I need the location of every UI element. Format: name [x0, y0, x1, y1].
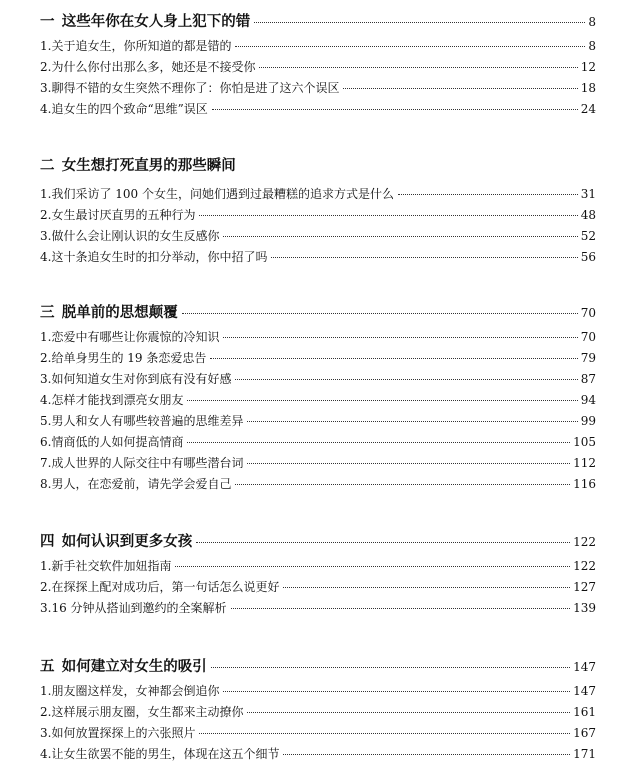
section-page: 70	[580, 306, 596, 320]
section-page: 8	[588, 15, 596, 29]
entry-page: 48	[580, 208, 596, 222]
section-title: 一 这些年你在女人身上犯下的错	[40, 14, 251, 30]
toc-section	[40, 655, 596, 766]
entry-title: 2.女生最讨厌直男的五种行为	[40, 208, 196, 222]
section-heading	[40, 154, 596, 176]
entry-title: 3.聊得不错的女生突然不理你了：你怕是进了这六个误区	[40, 81, 340, 95]
toc-entry	[40, 682, 596, 703]
section-heading	[40, 301, 596, 323]
entry-title: 6.情商低的人如何提高情商	[40, 435, 184, 449]
toc-section	[40, 154, 596, 269]
toc-entry	[40, 433, 596, 454]
entry-page: 79	[580, 351, 596, 365]
toc-entry	[40, 349, 596, 370]
entry-title: 2.这样展示朋友圈，女生都来主动撩你	[40, 705, 244, 719]
entry-page: 56	[580, 250, 596, 264]
entry-page: 161	[573, 705, 596, 719]
entry-title: 3.16 分钟从搭讪到邀约的全案解析	[40, 601, 227, 615]
toc-entry	[40, 227, 596, 248]
dot-leader	[235, 46, 585, 47]
dot-leader	[254, 22, 585, 23]
entry-page: 18	[580, 81, 596, 95]
dot-leader	[231, 608, 571, 609]
dot-leader	[247, 421, 577, 422]
entry-page: 24	[580, 102, 596, 116]
entry-page: 70	[580, 330, 596, 344]
entry-title: 2.在探探上配对成功后，第一句话怎么说更好	[40, 580, 280, 594]
entry-page: 171	[573, 747, 596, 761]
toc-section	[40, 301, 596, 496]
entry-page: 94	[580, 393, 596, 407]
section-title: 三 脱单前的思想颠覆	[40, 305, 178, 321]
toc-entry	[40, 37, 596, 58]
dot-leader	[247, 463, 570, 464]
entry-title: 2.给单身男生的 19 条恋爱忠告	[40, 351, 207, 365]
dot-leader	[235, 484, 570, 485]
dot-leader	[211, 667, 570, 668]
section-title: 五 如何建立对女生的吸引	[40, 659, 207, 675]
entry-page: 8	[588, 39, 596, 53]
entry-page: 122	[573, 559, 596, 573]
toc-entry	[40, 100, 596, 121]
toc-entry	[40, 206, 596, 227]
section-title: 四 如何认识到更多女孩	[40, 534, 193, 550]
toc-entry	[40, 578, 596, 599]
entry-title: 4.追女生的四个致命“思维”误区	[40, 102, 208, 116]
entry-title: 4.让女生欲罢不能的男生，体现在这五个细节	[40, 747, 280, 761]
section-heading	[40, 655, 596, 677]
entry-title: 1.我们采访了 100 个女生，问她们遇到过最糟糕的追求方式是什么	[40, 187, 394, 201]
dot-leader	[283, 754, 570, 755]
entry-title: 8.男人，在恋爱前，请先学会爱自己	[40, 477, 232, 491]
entry-page: 127	[573, 580, 596, 594]
dot-leader	[187, 442, 570, 443]
entry-title: 1.朋友圈这样发，女神都会倒追你	[40, 684, 220, 698]
entry-title: 4.这十条追女生时的扣分举动，你中招了吗	[40, 250, 268, 264]
toc-entry	[40, 79, 596, 100]
entry-title: 4.怎样才能找到漂亮女朋友	[40, 393, 184, 407]
dot-leader	[199, 733, 570, 734]
dot-leader	[212, 109, 578, 110]
toc-entry	[40, 412, 596, 433]
entry-title: 3.如何放置探探上的六张照片	[40, 726, 196, 740]
entry-page: 105	[573, 435, 596, 449]
toc-entry	[40, 454, 596, 475]
entry-page: 112	[573, 456, 596, 470]
dot-leader	[187, 400, 577, 401]
entry-title: 2.为什么你付出那么多，她还是不接受你	[40, 60, 256, 74]
toc-entry	[40, 599, 596, 620]
toc-entry	[40, 328, 596, 349]
toc-entry	[40, 557, 596, 578]
entry-page: 12	[580, 60, 596, 74]
toc-entry	[40, 745, 596, 766]
entry-page: 99	[580, 414, 596, 428]
toc-entry	[40, 248, 596, 269]
dot-leader	[196, 542, 570, 543]
toc-entry	[40, 58, 596, 79]
toc-entry	[40, 370, 596, 391]
toc-entry	[40, 703, 596, 724]
toc-entry	[40, 391, 596, 412]
dot-leader	[283, 587, 570, 588]
dot-leader	[259, 67, 577, 68]
toc-entry	[40, 724, 596, 745]
section-heading	[40, 10, 596, 32]
entry-page: 167	[573, 726, 596, 740]
toc-section	[40, 530, 596, 620]
dot-leader	[210, 358, 577, 359]
entry-title: 1.恋爱中有哪些让你震惊的冷知识	[40, 330, 220, 344]
dot-leader	[175, 566, 570, 567]
dot-leader	[343, 88, 577, 89]
entry-page: 116	[573, 477, 596, 491]
toc-section	[40, 10, 596, 121]
dot-leader	[247, 712, 570, 713]
entry-title: 1.关于追女生，你所知道的都是错的	[40, 39, 232, 53]
section-page: 122	[573, 535, 596, 549]
dot-leader	[235, 379, 577, 380]
entry-title: 1.新手社交软件加妞指南	[40, 559, 172, 573]
dot-leader	[223, 337, 577, 338]
section-heading	[40, 530, 596, 552]
entry-page: 87	[580, 372, 596, 386]
dot-leader	[182, 313, 578, 314]
entry-page: 52	[580, 229, 596, 243]
entry-page: 147	[573, 684, 596, 698]
entry-title: 7.成人世界的人际交往中有哪些潜台词	[40, 456, 244, 470]
dot-leader	[398, 194, 578, 195]
toc-entry	[40, 475, 596, 496]
entry-title: 3.如何知道女生对你到底有没有好感	[40, 372, 232, 386]
dot-leader	[223, 691, 570, 692]
entry-title: 3.做什么会让刚认识的女生反感你	[40, 229, 220, 243]
section-page: 147	[573, 660, 596, 674]
dot-leader	[271, 257, 577, 258]
dot-leader	[199, 215, 577, 216]
section-title: 二 女生想打死直男的那些瞬间	[40, 158, 236, 174]
dot-leader	[223, 236, 577, 237]
entry-page: 139	[573, 601, 596, 615]
entry-page: 31	[580, 187, 596, 201]
toc-entry	[40, 185, 596, 206]
entry-title: 5.男人和女人有哪些较普遍的思维差异	[40, 414, 244, 428]
